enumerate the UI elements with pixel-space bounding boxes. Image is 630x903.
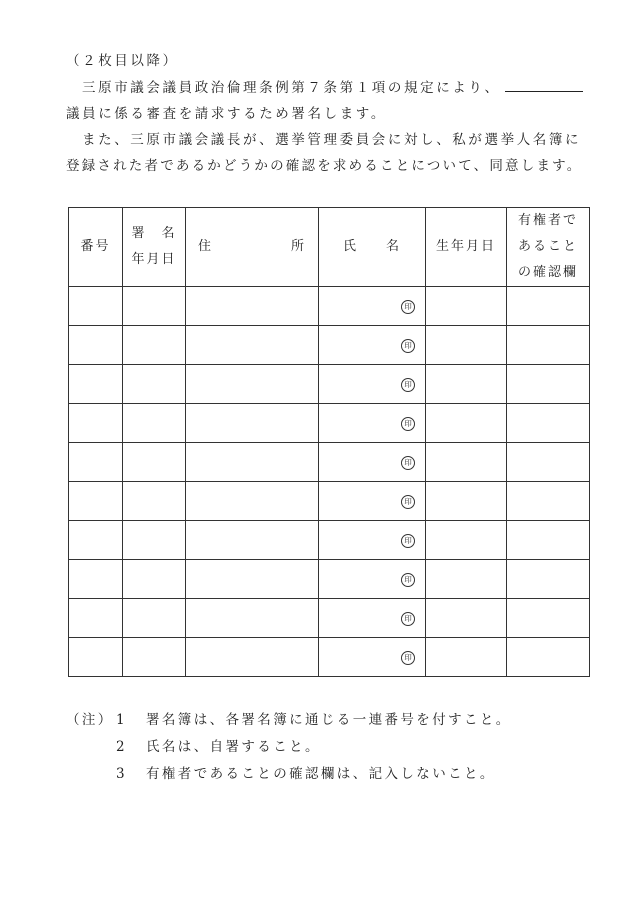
table-row (69, 287, 590, 326)
cell-birth-date[interactable] (426, 404, 507, 443)
header-eligibility-line2: あること (517, 239, 578, 254)
cell-number[interactable] (69, 404, 123, 443)
cell-birth-date[interactable] (426, 638, 507, 677)
seal-icon: 印 (401, 300, 415, 314)
header-eligibility-check (507, 208, 590, 287)
cell-signature-date[interactable] (123, 365, 186, 404)
cell-name[interactable] (319, 560, 426, 599)
cell-number[interactable] (69, 287, 123, 326)
paragraph1-line1-text: 三原市議会議員政治倫理条例第７条第１項の規定により、 (82, 80, 501, 96)
cell-signature-date[interactable] (123, 638, 186, 677)
cell-name[interactable] (319, 326, 426, 365)
cell-number[interactable] (69, 326, 123, 365)
cell-number[interactable] (69, 599, 123, 638)
cell-number[interactable] (69, 560, 123, 599)
header-eligibility-line1: 有権者で (517, 213, 578, 228)
cell-signature-date[interactable] (123, 404, 186, 443)
cell-eligibility-check[interactable] (507, 326, 590, 365)
header-address (186, 208, 319, 287)
header-name-part1: 氏 (343, 239, 359, 254)
cell-address[interactable] (186, 560, 319, 599)
table-row (69, 482, 590, 521)
header-signature-date-line2: 年月日 (131, 252, 177, 267)
notes-label: （注） (66, 712, 114, 728)
cell-eligibility-check[interactable] (507, 560, 590, 599)
header-eligibility-line3: の確認欄 (517, 265, 578, 280)
seal-icon: 印 (401, 417, 415, 431)
cell-birth-date[interactable] (426, 560, 507, 599)
seal-icon: 印 (401, 378, 415, 392)
cell-birth-date[interactable] (426, 482, 507, 521)
cell-eligibility-check[interactable] (507, 443, 590, 482)
cell-birth-date[interactable] (426, 326, 507, 365)
cell-eligibility-check[interactable] (507, 287, 590, 326)
table-row (69, 638, 590, 677)
cell-eligibility-check[interactable] (507, 365, 590, 404)
cell-address[interactable] (186, 482, 319, 521)
header-birth-date: 生年月日 (426, 208, 507, 287)
cell-address[interactable] (186, 443, 319, 482)
table-row (69, 404, 590, 443)
table-row (69, 443, 590, 482)
cell-name[interactable] (319, 443, 426, 482)
seal-icon: 印 (401, 456, 415, 470)
cell-address[interactable] (186, 638, 319, 677)
note-number: 3 (116, 766, 125, 782)
cell-name[interactable] (319, 404, 426, 443)
header-address-part2: 所 (290, 239, 306, 254)
cell-name[interactable] (319, 599, 426, 638)
note-number: 1 (116, 712, 125, 728)
cell-signature-date[interactable] (123, 443, 186, 482)
signature-table (68, 207, 590, 677)
page-heading: （２枚目以降） (66, 53, 179, 69)
cell-name[interactable] (319, 287, 426, 326)
header-number: 番号 (69, 208, 123, 287)
cell-number[interactable] (69, 521, 123, 560)
seal-icon: 印 (401, 612, 415, 626)
cell-eligibility-check[interactable] (507, 482, 590, 521)
cell-name[interactable] (319, 521, 426, 560)
cell-eligibility-check[interactable] (507, 404, 590, 443)
seal-icon: 印 (401, 495, 415, 509)
cell-number[interactable] (69, 443, 123, 482)
paragraph2-line2: 登録された者であるかどうかの確認を求めることについて、同意します。 (66, 158, 583, 174)
cell-address[interactable] (186, 287, 319, 326)
cell-number[interactable] (69, 482, 123, 521)
cell-address[interactable] (186, 326, 319, 365)
seal-icon: 印 (401, 573, 415, 587)
table-row (69, 365, 590, 404)
header-name (319, 208, 426, 287)
table-row (69, 560, 590, 599)
cell-signature-date[interactable] (123, 326, 186, 365)
cell-address[interactable] (186, 404, 319, 443)
table-header-row (69, 208, 590, 287)
cell-name[interactable] (319, 638, 426, 677)
header-signature-date-line1: 署 名 (131, 226, 177, 241)
seal-icon: 印 (401, 651, 415, 665)
seal-icon: 印 (401, 534, 415, 548)
cell-address[interactable] (186, 365, 319, 404)
cell-signature-date[interactable] (123, 599, 186, 638)
note-text: 有権者であることの確認欄は、記入しないこと。 (146, 766, 496, 782)
cell-number[interactable] (69, 365, 123, 404)
note-number: 2 (116, 739, 125, 755)
table-row (69, 599, 590, 638)
cell-signature-date[interactable] (123, 287, 186, 326)
cell-address[interactable] (186, 599, 319, 638)
cell-signature-date[interactable] (123, 560, 186, 599)
cell-number[interactable] (69, 638, 123, 677)
member-name-blank[interactable] (505, 79, 583, 92)
cell-eligibility-check[interactable] (507, 599, 590, 638)
cell-birth-date[interactable] (426, 599, 507, 638)
header-name-part2: 名 (385, 239, 401, 254)
note-text: 氏名は、自署すること。 (146, 739, 321, 755)
paragraph1-line1 (82, 79, 583, 97)
cell-name[interactable] (319, 365, 426, 404)
note-text: 署名簿は、各署名簿に通じる一連番号を付すこと。 (146, 712, 512, 728)
cell-eligibility-check[interactable] (507, 521, 590, 560)
cell-signature-date[interactable] (123, 521, 186, 560)
paragraph2-line1: また、三原市議会議長が、選挙管理委員会に対し、私が選挙人名簿に (82, 132, 582, 148)
seal-icon: 印 (401, 339, 415, 353)
cell-birth-date[interactable] (426, 365, 507, 404)
header-address-part1: 住 (198, 239, 214, 254)
cell-birth-date[interactable] (426, 287, 507, 326)
paragraph1-line2: 議員に係る審査を請求するため署名します。 (66, 106, 387, 122)
cell-birth-date[interactable] (426, 521, 507, 560)
table-row (69, 326, 590, 365)
signature-rows (69, 287, 590, 677)
cell-birth-date[interactable] (426, 443, 507, 482)
cell-name[interactable] (319, 482, 426, 521)
header-signature-date (123, 208, 186, 287)
cell-address[interactable] (186, 521, 319, 560)
cell-signature-date[interactable] (123, 482, 186, 521)
table-row (69, 521, 590, 560)
cell-eligibility-check[interactable] (507, 638, 590, 677)
